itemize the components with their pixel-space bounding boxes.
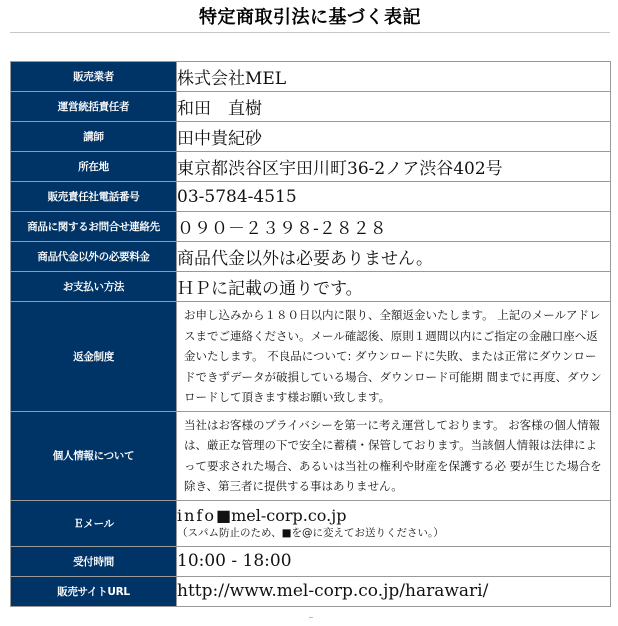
- site-url-link[interactable]: http://www.mel-corp.co.jp/harawari/: [177, 576, 611, 606]
- row-label: 商品代金以外の必要料金: [11, 242, 177, 272]
- row-label: Ｅメール: [11, 500, 177, 546]
- email-prefix: info: [177, 506, 216, 525]
- table-row-address: [11, 152, 611, 182]
- row-label: 運営統括責任者: [11, 92, 177, 122]
- row-value: 株式会社MEL: [177, 62, 611, 92]
- row-value: 田中貴紀砂: [177, 122, 611, 152]
- row-value: 10:00 - 18:00: [177, 546, 611, 576]
- page-title: 特定商取引法に基づく表記: [199, 7, 421, 28]
- table-row-seller: [11, 62, 611, 92]
- table-row-privacy: [11, 411, 611, 500]
- table-row-refund: [11, 302, 611, 412]
- row-value: ＨＰに記載の通りです。: [177, 272, 611, 302]
- row-label: 所在地: [11, 152, 177, 182]
- table-row-contact: [11, 212, 611, 242]
- row-value: 03-5784-4515: [177, 182, 611, 212]
- title-divider: [10, 32, 610, 33]
- row-label: 受付時間: [11, 546, 177, 576]
- row-label: 販売業者: [11, 62, 177, 92]
- table-row-extra-fees: [11, 242, 611, 272]
- email-address: [177, 506, 346, 525]
- row-value: お申し込みから１８０日以内に限り、全額返金いたします。 上記のメールアドレスまでご連絡ください。メール確認後、原則１週間以内にご指定の金融口座へ返金いたします。 不良品について: ダウンロードに失敗、または正常にダウンロードできずデータが破損している場合、ダウンロード可能期 間までに再度、ダウンロードして頂きます様お願い致します。: [177, 302, 611, 412]
- decorative-dot: [309, 617, 313, 618]
- row-label: 返金制度: [11, 302, 177, 412]
- row-value: 和田 直樹: [177, 92, 611, 122]
- table-row-site-url: [11, 576, 611, 606]
- email-domain: mel-corp.co.jp: [231, 506, 347, 525]
- email-mask-symbol: ■: [215, 506, 232, 525]
- row-label: 講師: [11, 122, 177, 152]
- row-label: 個人情報について: [11, 411, 177, 500]
- legal-notice-table: [10, 61, 611, 607]
- row-value: 商品代金以外は必要ありません。: [177, 242, 611, 272]
- table-row-hours: [11, 546, 611, 576]
- table-row-phone: [11, 182, 611, 212]
- row-label: 販売サイトURL: [11, 576, 177, 606]
- table-row-email: [11, 500, 611, 546]
- table-row-instructor: [11, 122, 611, 152]
- row-value: 当社はお客様のプライバシーを第一に考え運営しております。 お客様の個人情報は、厳正な管理の下で安全に蓄積・保管しております。当該個人情報は法律によって要求された場合、あるいは当社の権利や財産を保護する必 要が生じた場合を除き、第三者に提供する事はありません。: [177, 411, 611, 500]
- row-label: 販売責任社電話番号: [11, 182, 177, 212]
- email-note: （スパム防止のため、■を@に変えてお送りください。）: [177, 527, 444, 539]
- row-label: 商品に関するお問合せ連絡先: [11, 212, 177, 242]
- row-value: 東京都渋谷区宇田川町36-2ノア渋谷402号: [177, 152, 611, 182]
- row-value: ０９０－２３９８-２８２８: [177, 212, 611, 242]
- row-label: お支払い方法: [11, 272, 177, 302]
- row-value: [177, 500, 611, 546]
- table-row-payment: [11, 272, 611, 302]
- table-row-manager: [11, 92, 611, 122]
